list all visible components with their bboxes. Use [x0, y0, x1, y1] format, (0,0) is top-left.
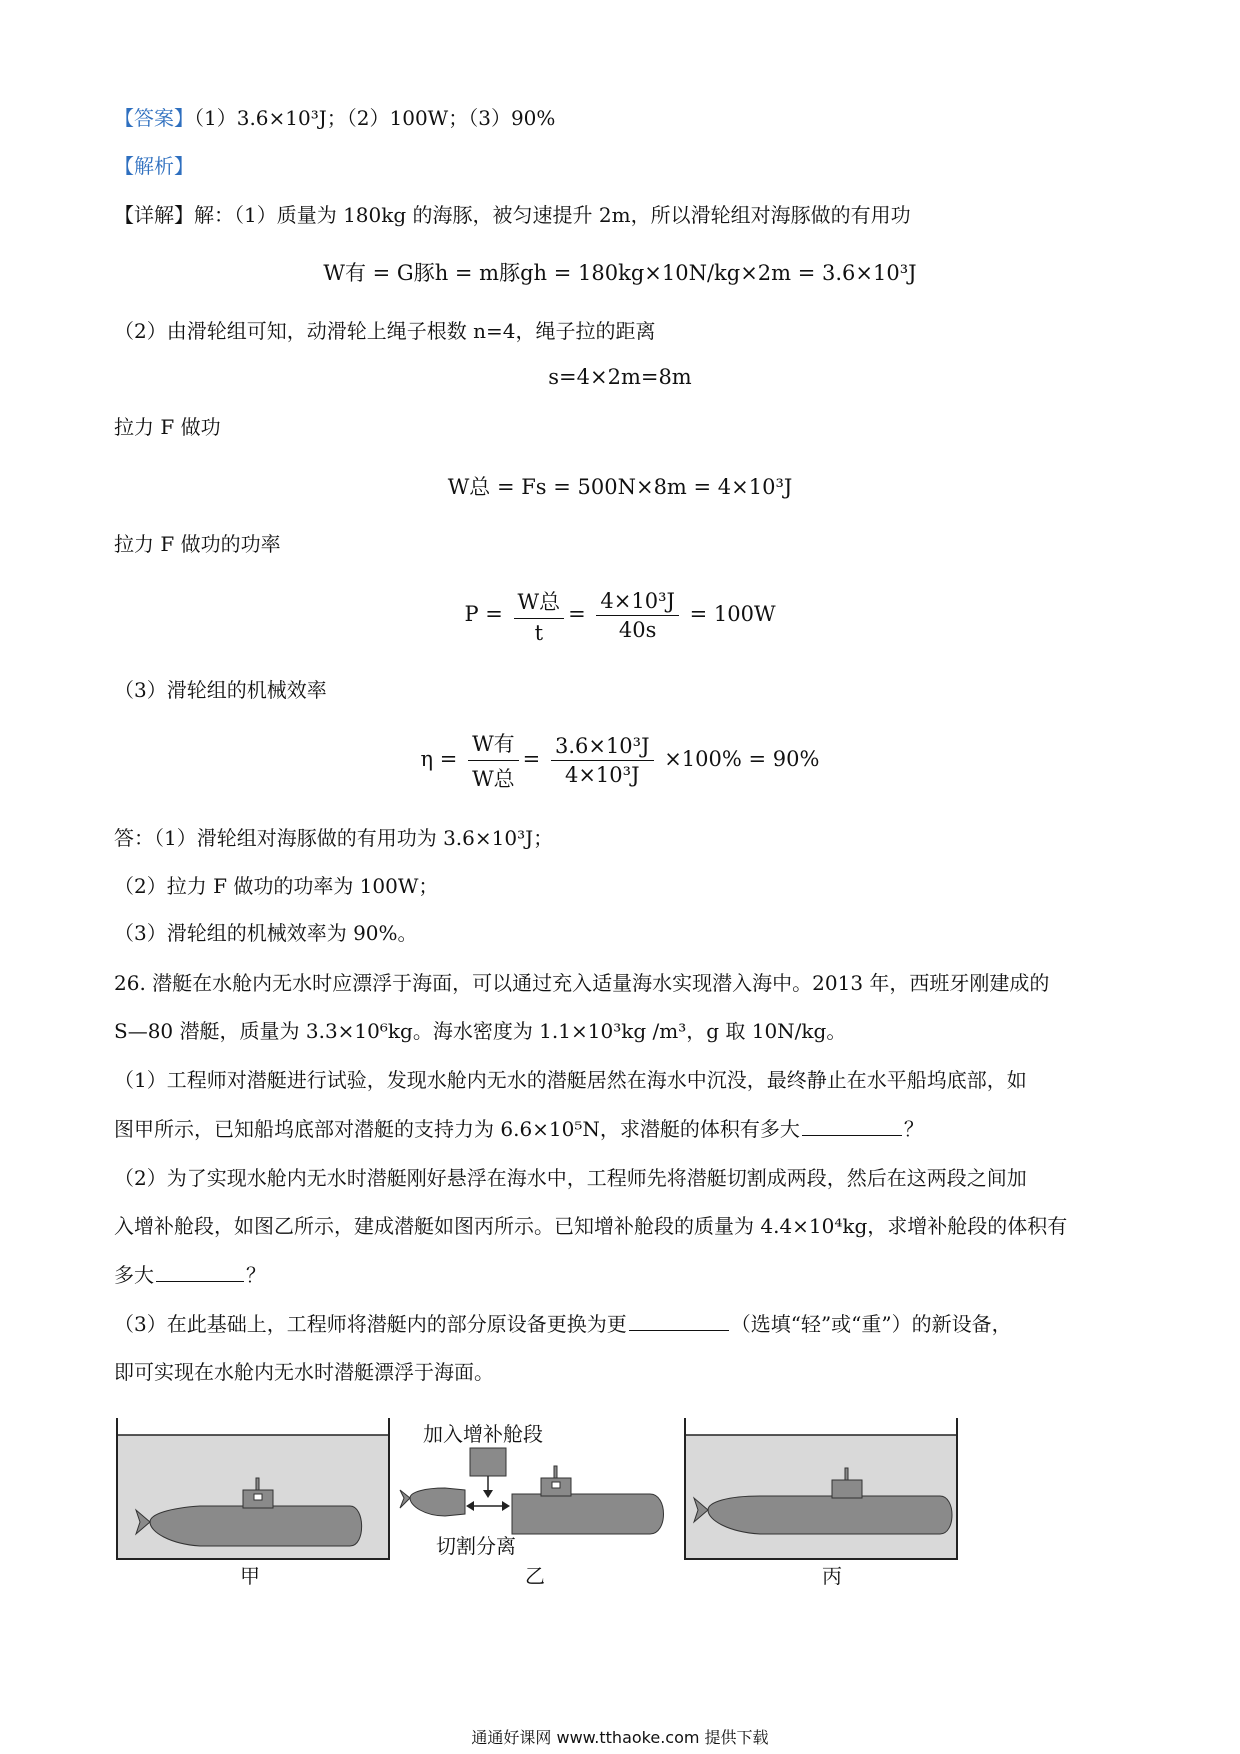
equation-power: P = $\frac{\text{W总}}{t}$ = $\frac{\text{4×10³J}}{40s}$ = 100W	[0, 586, 1240, 645]
figure-label-a: 甲	[240, 1564, 260, 1588]
part3-text-end: （选填“轻”或“重”）的新设备，	[730, 1312, 1012, 1336]
figure-label-c: 丙	[822, 1564, 842, 1588]
power-fraction-1	[514, 586, 565, 645]
equation-efficiency: η = $\frac{\text{W有}}{\text{W总}}$ = $\frac{\text{3.6×10³J}}{\text{4×10³J}}$ ×100% = 90%	[0, 728, 1240, 793]
equation-distance: s=4×2m=8m	[548, 365, 692, 389]
efficiency-numerator-1: W有	[468, 728, 519, 761]
efficiency-lhs: η =	[420, 747, 458, 771]
efficiency-fraction-1	[468, 728, 519, 793]
efficiency-rhs: ×100% = 90%	[664, 747, 820, 771]
efficiency-fraction-2	[551, 734, 654, 787]
detail-line-4: 拉力 F 做功的功率	[114, 532, 281, 556]
part1-answer-blank[interactable]	[802, 1115, 902, 1136]
question-26-line-2: S—80 潜艇，质量为 3.3×10⁶kg。海水密度为 1.1×10³kg /m³，g 取 10N/kg。	[114, 1019, 847, 1043]
question-26-part2-line-3	[114, 1261, 266, 1289]
answer-summary-3: （3）滑轮组的机械效率为 90%。	[114, 921, 418, 945]
part2-answer-blank[interactable]	[156, 1261, 244, 1282]
submarine-b-tail	[400, 1488, 465, 1516]
page-footer: 通通好课网 www.tthaoke.com 提供下载	[471, 1728, 769, 1747]
power-lhs: P =	[464, 602, 503, 626]
submarine-figure	[0, 1410, 1240, 1588]
question-26-part1-line-1: （1）工程师对潜艇进行试验，发现水舱内无水的潜艇居然在海水中沉没，最终静止在水平船坞底部，如	[114, 1068, 1027, 1092]
detail-line-5: （3）滑轮组的机械效率	[114, 678, 327, 702]
tank-c	[685, 1418, 957, 1559]
answer-tag: 【答案】	[114, 106, 194, 130]
efficiency-numerator-2: 3.6×10³J	[551, 734, 654, 761]
question-26-part3-line-1	[114, 1310, 1012, 1338]
part3-answer-blank[interactable]	[629, 1310, 729, 1331]
power-denominator-2: 40s	[618, 618, 657, 642]
part3-text: （3）在此基础上，工程师将潜艇内的部分原设备更换为更	[114, 1312, 627, 1336]
detail-line-2: （2）由滑轮组可知，动滑轮上绳子根数 n=4，绳子拉的距离	[114, 319, 656, 343]
part1-text: 图甲所示，已知船坞底部对潜艇的支持力为 6.6×10⁵N，求潜艇的体积有多大	[114, 1117, 800, 1141]
question-26-part2-line-1: （2）为了实现水舱内无水时潜艇刚好悬浮在海水中，工程师先将潜艇切割成两段，然后在这两段之间加	[114, 1166, 1027, 1190]
power-numerator-1: W总	[514, 586, 565, 619]
power-numerator-2: 4×10³J	[596, 589, 679, 616]
efficiency-denominator-2: 4×10³J	[564, 763, 640, 787]
submarine-b-front	[512, 1466, 664, 1534]
part2-text: 多大	[114, 1263, 154, 1287]
detail-text-1: 解：（1）质量为 180kg 的海豚，被匀速提升 2m，所以滑轮组对海豚做的有用功	[194, 203, 911, 227]
equation-total-work: W总 = Fs = 500N×8m = 4×10³J	[447, 475, 793, 499]
detail-tag: 【详解】	[114, 203, 194, 227]
question-26-part2-line-2: 入增补舱段，如图乙所示，建成潜艇如图丙所示。已知增补舱段的质量为 4.4×10⁴kg，求增补舱段的体积有	[114, 1214, 1068, 1238]
answer-summary-2: （2）拉力 F 做功的功率为 100W；	[114, 874, 439, 898]
power-fraction-2	[596, 589, 679, 642]
add-section-block	[466, 1448, 510, 1511]
detail-line-3: 拉力 F 做功	[114, 415, 221, 439]
answer-summary-1: 答：（1）滑轮组对海豚做的有用功为 3.6×10³J；	[114, 826, 554, 850]
detail-line-1	[114, 201, 911, 229]
answer-line	[114, 104, 555, 132]
analysis-tag: 【解析】	[114, 154, 194, 178]
efficiency-denominator-1: W总	[472, 767, 515, 791]
part1-question-mark: ？	[903, 1117, 924, 1141]
submarine-diagram	[0, 1410, 1240, 1580]
power-denominator-1: t	[534, 621, 544, 645]
cut-separate-label: 切割分离	[436, 1534, 516, 1558]
figure-label-b: 乙	[525, 1564, 545, 1588]
answer-text: （1）3.6×10³J；（2）100W；（3）90%	[194, 106, 556, 130]
question-26-part1-line-2	[114, 1115, 924, 1143]
question-26-part3-line-2: 即可实现在水舱内无水时潜艇漂浮于海面。	[114, 1360, 494, 1384]
analysis-tag-line	[114, 152, 194, 180]
power-rhs: = 100W	[689, 602, 776, 626]
question-26-line-1: 26. 潜艇在水舱内无水时应漂浮于海面，可以通过充入适量海水实现潜入海中。2013 年，西班牙刚建成的	[114, 971, 1050, 995]
part2-question-mark: ？	[246, 1263, 266, 1287]
add-section-label: 加入增补舱段	[423, 1422, 543, 1446]
equation-useful-work: W有 = G豚h = m豚gh = 180kg×10N/kg×2m = 3.6×10³J	[323, 261, 917, 285]
